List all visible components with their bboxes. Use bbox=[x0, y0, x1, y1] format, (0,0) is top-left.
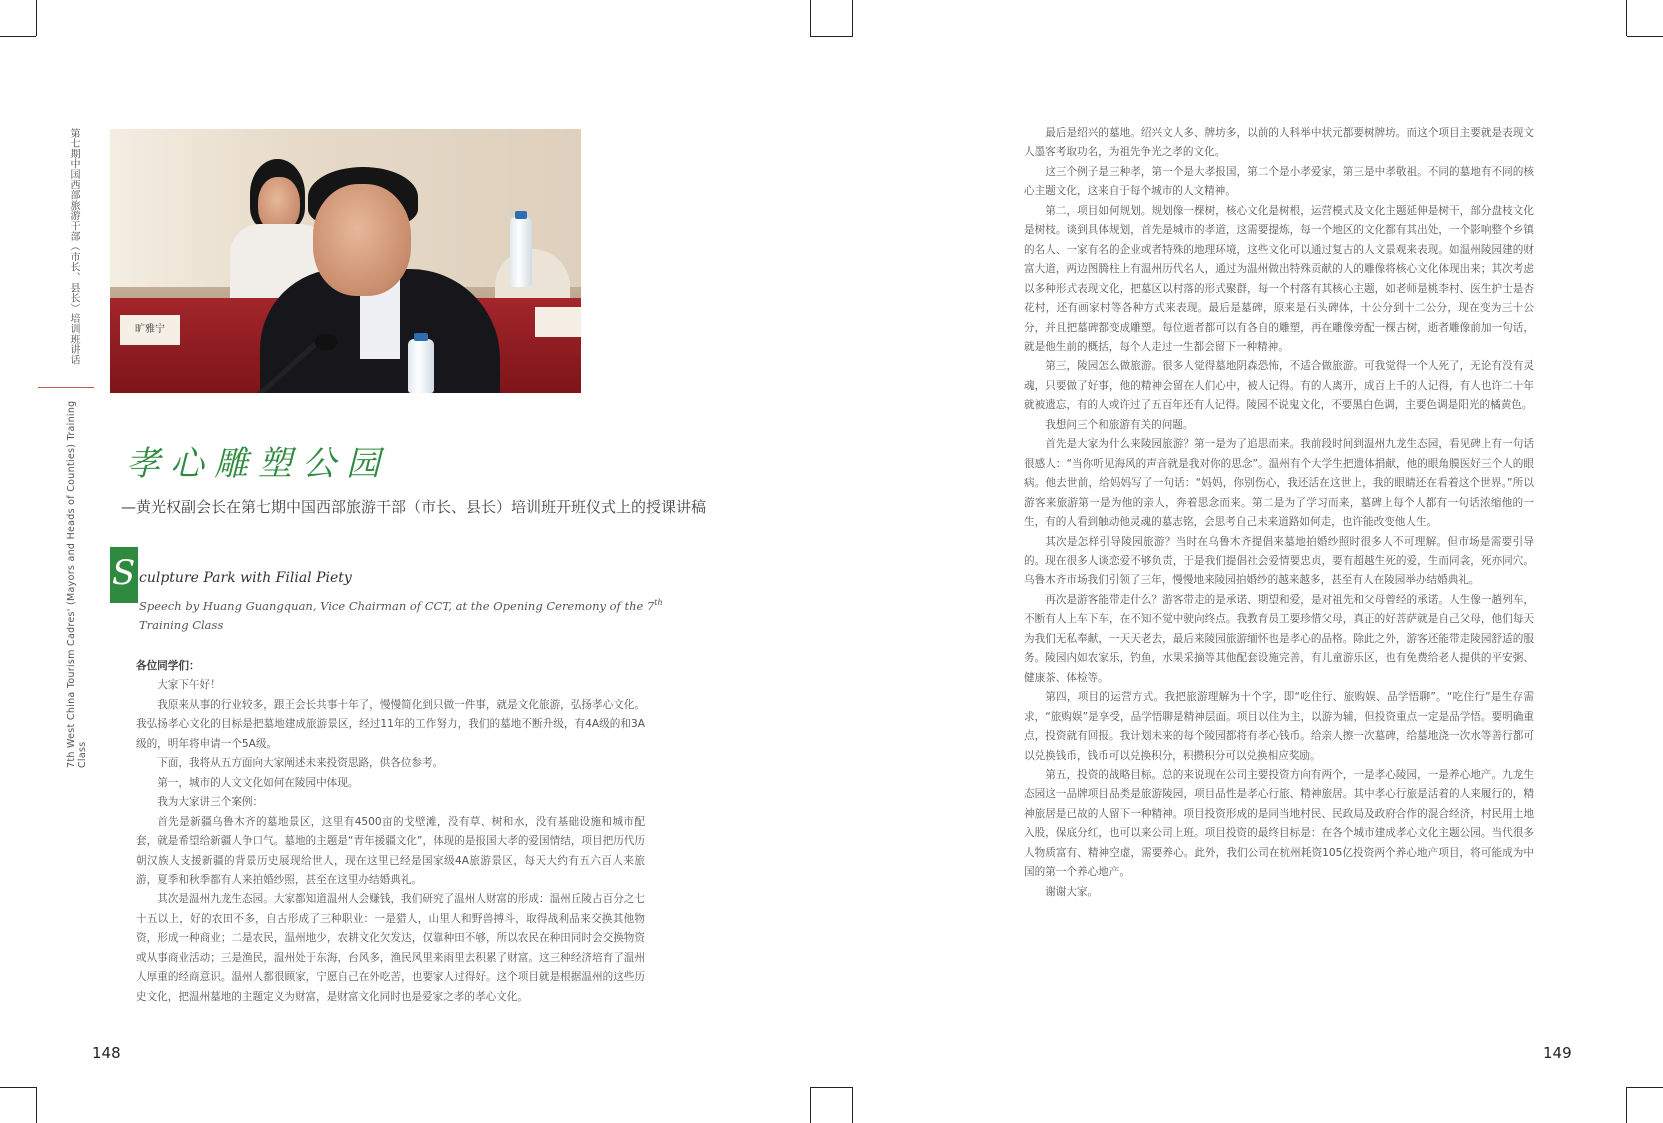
paragraph: 下面，我将从五方面向大家阐述未来投资思路，供各位参考。 bbox=[157, 757, 444, 770]
crop-mark bbox=[1626, 0, 1627, 36]
dropcap-letter: S bbox=[112, 553, 136, 593]
crop-mark bbox=[36, 1087, 37, 1123]
crop-mark bbox=[810, 1087, 853, 1088]
salutation: 各位同学们： bbox=[136, 660, 200, 672]
crop-mark bbox=[36, 0, 37, 36]
article-subtitle-cn: —黄光权副会长在第七期中国西部旅游干部（市长、县长）培训班开班仪式上的授课讲稿 bbox=[121, 498, 707, 516]
dropcap-box bbox=[110, 547, 138, 603]
article-subtitle-en: Speech by Huang Guangquan, Vice Chairman of CCT, at the Opening Ceremony of the 7th Training Class bbox=[139, 598, 663, 632]
page-number-left: 148 bbox=[92, 1044, 121, 1062]
crop-mark bbox=[810, 1087, 811, 1123]
paragraph: 我原来从事的行业较多，跟王会长共事十年了，慢慢简化到只做一件事，就是文化旅游，弘扬孝心文化。我弘扬孝心文化的目标是把墓地建成旅游景区，经过11年的工作努力，我们的墓地不断升级，有4A级的和3A级的，明年将申请一个5A级。 bbox=[136, 698, 645, 750]
paragraph: 首先是大家为什么来陵园旅游？第一是为了追思而来。我前段时间到温州九龙生态园，看见碑上有一句话很感人：“当你听见海风的声音就是我对你的思念”。温州有个大学生把遗体捐献，他的眼角膜医好三个人的眼病。他去世前，给妈妈写了一句话：“妈妈，你别伤心，我还活在这世上，我的眼睛还在看着这个世界。”所以游客来旅游第一是为他的亲人，奔着思念而来。第二是为了学习而来，墓碑上每个人都有一句话浓缩他的一生，有的人看到触动他灵魂的墓志铭，会思考自己未来道路如何走，也许能改变他人生。 bbox=[1024, 438, 1534, 529]
side-header-divider bbox=[38, 387, 94, 388]
paragraph: 第五，投资的战略目标。总的来说现在公司主要投资方向有两个，一是孝心陵园，一是养心地产。九龙生态园这一品牌项目品类是旅游陵园，项目品性是孝心行旅、精神旅居。其中孝心行旅是活着的人来履行的，精神旅居是已故的人留下一种精神。项目投资形成的是同当地村民、民政局及政府合作的混合经济，村民用土地入股，保底分红，也可以来公司上班。项目投资的最终目标是：在各个城市建成孝心文化主题公园。当代很多人物质富有、精神空虚，需要养心。此外，我们公司在杭州耗资105亿投资两个养心地产项目，将可能成为中国的第一个养心地产。 bbox=[1024, 768, 1534, 879]
paragraph: 其次是怎样引导陵园旅游？当时在乌鲁木齐提倡来墓地拍婚纱照时很多人不可理解。但市场是需要引导的。现在很多人谈恋爱不够负责，于是我们提倡社会爱情要忠贞，要有超越生死的爱，生而同衾，死亦同穴。乌鲁木齐市场我们引领了三年，慢慢地来陵园拍婚纱的越来越多，甚至有人在陵园举办结婚典礼。 bbox=[1024, 535, 1534, 587]
crop-mark bbox=[852, 0, 853, 36]
paragraph: 第一，城市的人文文化如何在陵园中体现。 bbox=[157, 776, 359, 789]
crop-mark bbox=[1627, 1087, 1663, 1088]
left-body-text bbox=[136, 657, 645, 1007]
paragraph: 谢谢大家。 bbox=[1045, 885, 1099, 898]
paragraph: 我想问三个和旅游有关的问题。 bbox=[1045, 418, 1194, 431]
article-title-cn: 孝心雕塑公园 bbox=[126, 444, 390, 484]
paragraph: 第二，项目如何规划。规划像一棵树，核心文化是树根，运营模式及文化主题延伸是树干，部分盘枝文化是树枝。谈到具体规划，首先是城市的孝道，这需要提炼，每一个地区的文化都有其出处，一个影响整个乡镇的名人、一家有名的企业或者特殊的地理环境，这些文化可以通过复古的人文景观来表现。如温州陵园建的财富大道，两边图腾柱上有温州历代名人，通过为温州做出特殊贡献的人的雕像将核心文化体现出来；其次考虑以多种形式表现文化，把墓区以村落的形式聚群，每一个村落有其核心主题，如老师是桃李村、医生护士是杏花村，还有画家村等各种方式来表现。最后是墓碑，原来是石头碑体，十公分到十二公分，现在变为三十公分，并且把墓碑都变成雕塑。每位逝者都可以有各自的雕塑，再在雕像旁配一棵古树，逝者雕像前加一句话，就是他生前的概括，每个人走过一生都会留下一种精神。 bbox=[1024, 204, 1534, 353]
article-title-en: culpture Park with Filial Piety bbox=[139, 570, 352, 586]
crop-mark bbox=[852, 1087, 853, 1123]
paragraph: 其次是温州九龙生态园。大家都知道温州人会赚钱，我们研究了温州人财富的形成：温州丘陵占百分之七十五以上，好的农田不多，自古形成了三种职业：一是猎人，山里人和野兽搏斗，取得战利品来交换其他物资，形成一种商业；二是农民，温州地少，农耕文化欠发达，仅靠种田不够，所以农民在种田同时会交换物资或从事商业活动；三是渔民，温州处于东海，台风多，渔民风里来雨里去积累了财富。这三种经济培育了温州人厚重的经商意识。温州人都很顾家，宁愿自己在外吃苦，也要家人过得好。这个项目就是根据温州的这些历史文化，把温州墓地的主题定义为财富，是财富文化同时也是爱家之孝的孝心文化。 bbox=[136, 893, 645, 1003]
crop-mark bbox=[1627, 36, 1663, 37]
paragraph: 第四，项目的运营方式。我把旅游理解为十个字，即“吃住行、旅购娱、品学悟聊”。“吃住行”是生存需求，“旅购娱”是享受，品学悟聊是精神层面。项目以住为主，以游为辅，但投资重点一定是品学悟。要明确重点，投资就有回报。我计划未来的每个陵园都将有孝心钱币。给亲人擦一次墓碑，给墓地浇一次水等善行都可以兑换钱币，钱币可以兑换积分，积攒积分可以兑换相应奖励。 bbox=[1024, 691, 1534, 762]
page-number-right: 149 bbox=[1543, 1044, 1572, 1062]
paragraph: 首先是新疆乌鲁木齐的墓地景区，这里有4500亩的戈壁滩，没有草、树和水，没有基础设施和城市配套，就是希望给新疆人争口气。墓地的主题是“青年援疆文化”，体现的是报国大孝的爱国情结，项目把历代历朝汉族人支援新疆的背景历史展现给世人，现在这里已经是国家级4A旅游景区，每天大约有五六百人来旅游，夏季和秋季都有人来拍婚纱照，甚至在这里办结婚典礼。 bbox=[136, 815, 645, 886]
paragraph: 这三个例子是三种孝，第一个是大孝报国，第二个是小孝爱家，第三是中孝敬祖。不同的墓地有不同的核心主题文化，这来自于每个城市的人文精神。 bbox=[1024, 165, 1534, 198]
crop-mark bbox=[1626, 1087, 1627, 1123]
side-header-chinese: 第七期中国西部旅游干部（市长、县长）培训班讲话 bbox=[68, 128, 79, 365]
paragraph: 再次是游客能带走什么？游客带走的是承诺、期望和爱，是对祖先和父母曾经的承诺。人生像一趟列车，不断有人上车下车，在不知不觉中驶向终点。我教育员工要珍惜父母，真正的好菩萨就是自己父母，他们每天为我们无私奉献，一天天老去，最后来陵园旅游缅怀也是孝心的品格。除此之外，游客还能带走陵园舒适的服务。陵园内如农家乐，钓鱼，水果采摘等其他配套设施完善，有儿童游乐区，也有免费给老人提供的平安粥、健康茶、体检等。 bbox=[1024, 593, 1534, 684]
side-header-english: 7th West China Tourism Cadres' (Mayors and Heads of Counties) Training Class bbox=[66, 400, 88, 768]
right-body-text bbox=[1024, 124, 1534, 902]
paragraph: 最后是绍兴的墓地。绍兴文人多、牌坊多，以前的人科举中状元都要树牌坊。而这个项目主要就是表现文人墨客考取功名，为祖先争光之孝的文化。 bbox=[1024, 127, 1534, 159]
paragraph: 我为大家讲三个案例： bbox=[157, 796, 264, 809]
crop-mark bbox=[810, 36, 853, 37]
nameplate: 旷雅宁 bbox=[120, 315, 180, 345]
crop-mark bbox=[810, 0, 811, 36]
paragraph: 大家下午好！ bbox=[157, 679, 221, 692]
paragraph: 第三，陵园怎么做旅游。很多人觉得墓地阴森恐怖，不适合做旅游。可我觉得一个人死了，无论有没有灵魂，只要做了好事，他的精神会留在人们心中，被人记得。有的人离开，成百上千的人记得，有人也许二十年就被遗忘，有的人或许过了五百年还有人记得。陵园不说鬼文化，不要黑白色调，主要色调是阳光的橘黄色。 bbox=[1024, 360, 1534, 412]
speaker-photo bbox=[110, 129, 581, 393]
crop-mark bbox=[0, 36, 36, 37]
crop-mark bbox=[0, 1087, 36, 1088]
